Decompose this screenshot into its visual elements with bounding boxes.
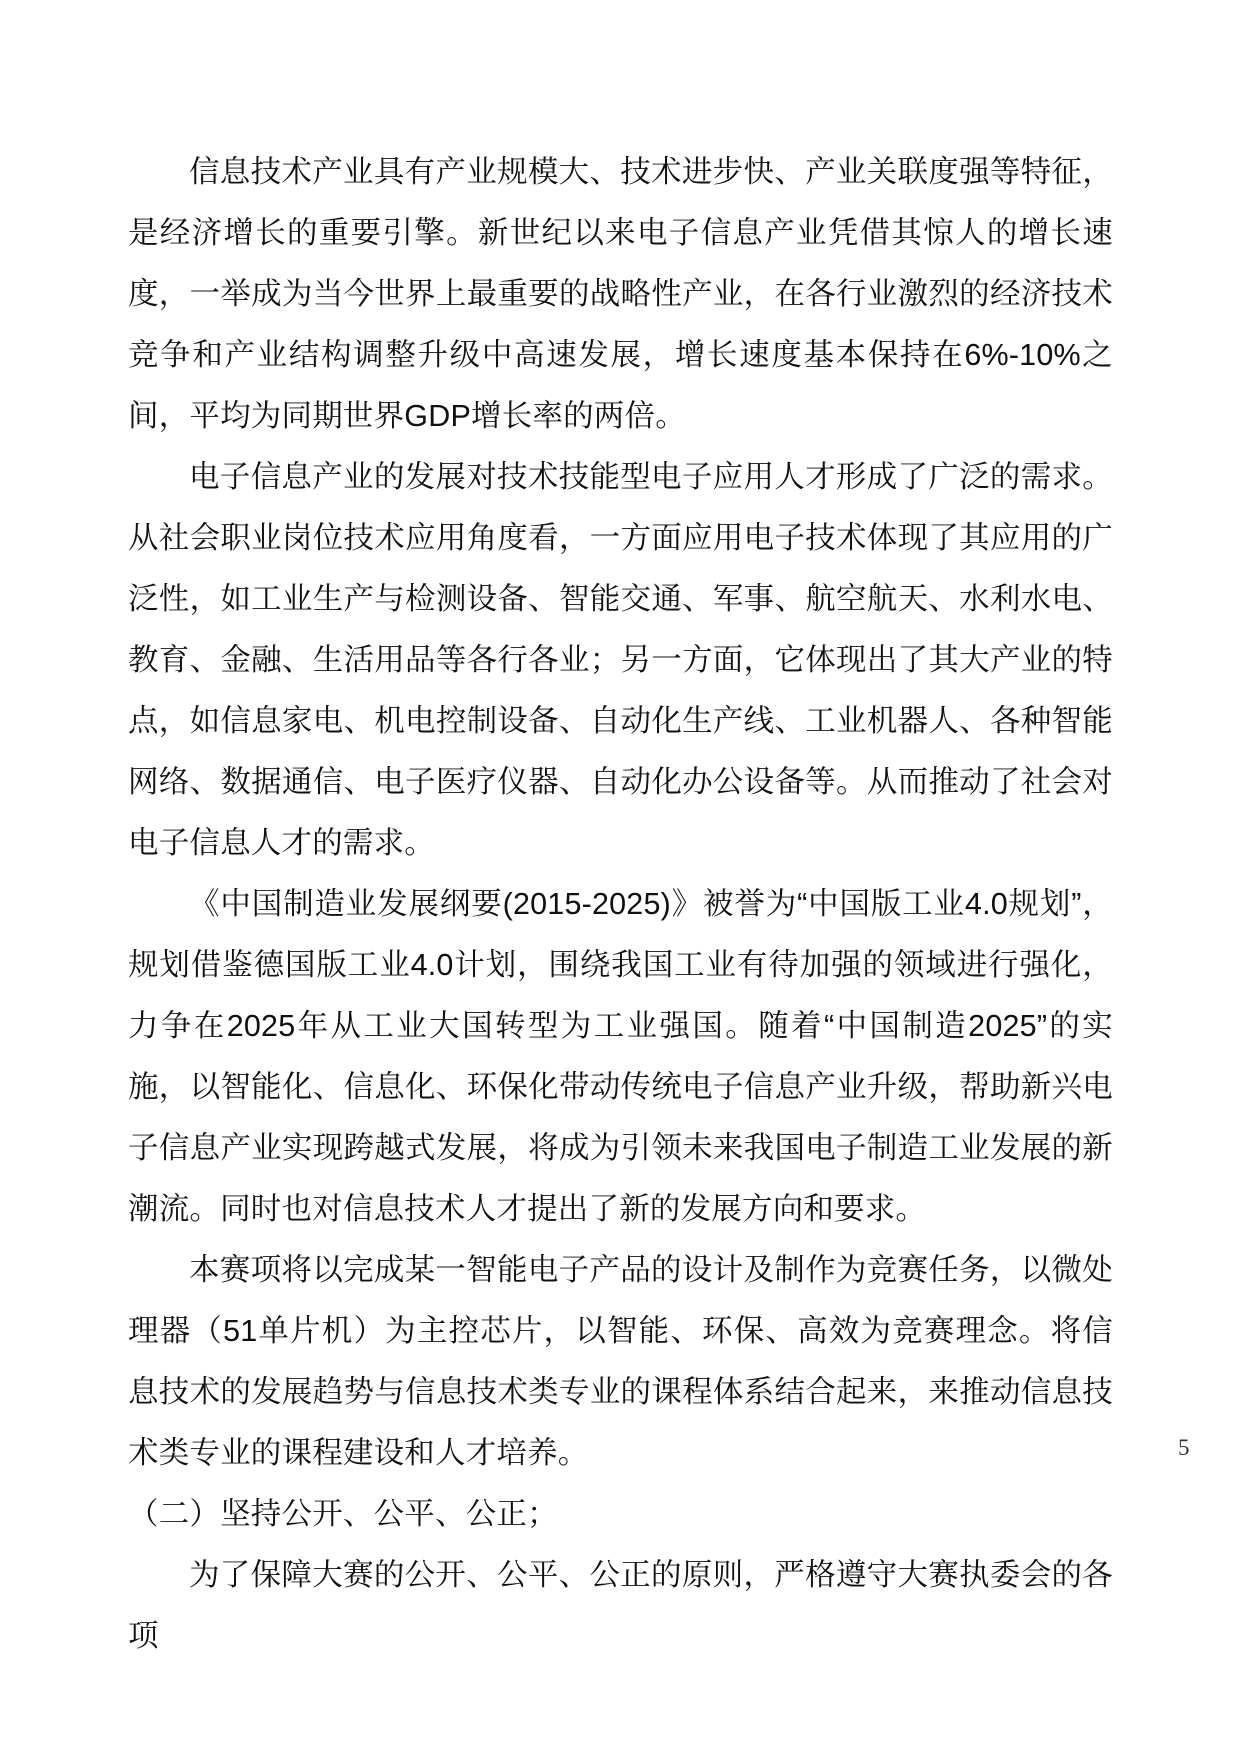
paragraph-3: 《中国制造业发展纲要(2015-2025)》被誉为“中国版工业4.0规划”，规划借鉴德国版工业4.0计划，围绕我国工业有待加强的领域进行强化，力争在2025年从工业大国转型为工业强国。随着“中国制造2025”的实施，以智能化、信息化、环保化带动传统电子信息产业升级，帮助新兴电子信息产业实现跨越式发展，将成为引领未来我国电子制造工业发展的新潮流。同时也对信息技术人才提出了新的发展方向和要求。: [128, 887, 1113, 1226]
paragraph-6: 为了保障大赛的公开、公平、公正的原则，严格遵守大赛执委会的各项: [128, 1558, 1113, 1653]
page-number: 5: [1178, 1435, 1190, 1460]
paragraph-4: 本赛项将以完成某一智能电子产品的设计及制作为竞赛任务，以微处理器（51单片机）为主控芯片，以智能、环保、高效为竞赛理念。将信息技术的发展趋势与信息技术类专业的课程体系结合起来，来推动信息技术类专业的课程建设和人才培养。: [128, 1253, 1113, 1470]
document-body: [128, 142, 1113, 1667]
section-heading-2: （二）坚持公开、公平、公正；: [128, 1497, 558, 1531]
paragraph-2: 电子信息产业的发展对技术技能型电子应用人才形成了广泛的需求。从社会职业岗位技术应用角度看，一方面应用电子技术体现了其应用的广泛性，如工业生产与检测设备、智能交通、军事、航空航天、水利水电、教育、金融、生活用品等各行各业；另一方面，它体现出了其大产业的特点，如信息家电、机电控制设备、自动化生产线、工业机器人、各种智能网络、数据通信、电子医疗仪器、自动化办公设备等。从而推动了社会对电子信息人才的需求。: [128, 460, 1113, 860]
paragraph-1: 信息技术产业具有产业规模大、技术进步快、产业关联度强等特征，是经济增长的重要引擎。新世纪以来电子信息产业凭借其惊人的增长速度，一举成为当今世界上最重要的战略性产业，在各行业激烈的经济技术竞争和产业结构调整升级中高速发展，增长速度基本保持在6%-10%之间，平均为同期世界GDP增长率的两倍。: [128, 155, 1113, 433]
